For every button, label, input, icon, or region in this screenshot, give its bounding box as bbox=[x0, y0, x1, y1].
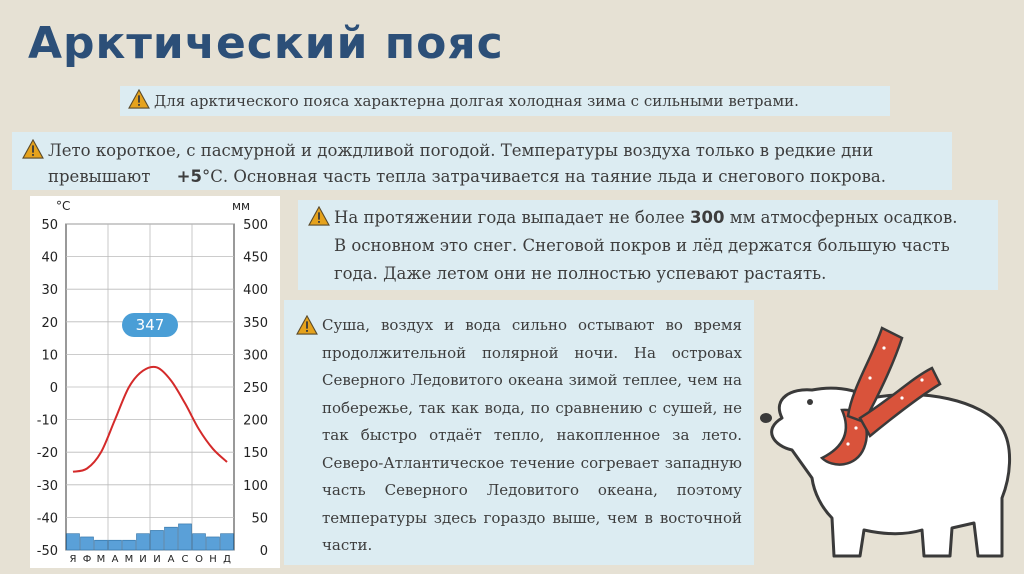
page-title: Арктический пояс bbox=[28, 18, 504, 69]
polar-bear-scarf-icon bbox=[752, 318, 1024, 574]
precip-tick-label: 350 bbox=[243, 315, 268, 331]
month-label: Д bbox=[223, 554, 231, 565]
month-label: С bbox=[181, 554, 189, 565]
info-box-summer-line2-pre: превышают bbox=[48, 167, 151, 186]
temp-tick-label: 50 bbox=[41, 218, 58, 233]
annual-total-value: 347 bbox=[135, 316, 165, 334]
month-label: О bbox=[195, 554, 203, 565]
warning-triangle-icon bbox=[308, 206, 330, 226]
warning-triangle-icon bbox=[296, 315, 318, 335]
precip-tick-label: 500 bbox=[243, 218, 268, 233]
info-box-summer bbox=[12, 132, 952, 190]
precip-tick-label: 250 bbox=[243, 381, 268, 396]
precip-bar bbox=[151, 530, 164, 550]
precip-tick-label: 50 bbox=[251, 511, 268, 527]
precip-tick-label: 200 bbox=[243, 413, 268, 429]
month-label: И bbox=[153, 554, 161, 565]
precip-line3: года. Даже летом они не полностью успевают растаять. bbox=[334, 264, 827, 283]
right-axis-unit: мм bbox=[232, 199, 251, 213]
precip-tick-label: 300 bbox=[243, 348, 268, 364]
polar-night-text: Суша, воздух и вода сильно остывают во время продолжительной полярной ночи. На островах Северного Ледовитого океана зимой теплее, чем на побережье, так как вода, по сравнению с сушей, не так быстро отдаёт тепло, накопленное за лето. Северо-Атлантическое течение согревает западную часть Северного Ледовитого океана, поэтому температуры здесь гораздо выше, чем в восточной части. bbox=[322, 316, 742, 554]
month-label: Я bbox=[69, 554, 77, 565]
precip-bar bbox=[95, 540, 108, 550]
precip-bar bbox=[179, 524, 192, 550]
warning-triangle-icon bbox=[128, 89, 150, 109]
month-label: Н bbox=[209, 554, 217, 565]
month-label: И bbox=[139, 554, 147, 565]
warning-triangle-icon bbox=[22, 139, 44, 159]
climate-chart bbox=[30, 196, 280, 568]
month-label: М bbox=[124, 554, 134, 565]
info-box-summer-line2-post: °С. Основная часть тепла затрачивается на таяние льда и снегового покрова. bbox=[201, 167, 886, 186]
precip-line1-post: мм атмосферных осадков. bbox=[729, 208, 958, 227]
temp-tick-label: 30 bbox=[41, 283, 58, 299]
month-label: М bbox=[96, 554, 106, 565]
info-box-precipitation bbox=[298, 200, 998, 290]
precip-bar bbox=[109, 540, 122, 550]
info-box-summer-line1: Лето короткое, с пасмурной и дождливой погодой. Температуры воздуха только в редкие дни bbox=[48, 141, 874, 160]
precip-line1-pre: На протяжении года выпадает не более bbox=[334, 208, 685, 227]
temp-tick-label: 0 bbox=[49, 381, 58, 396]
precip-bar bbox=[123, 540, 136, 550]
precip-tick-label: 400 bbox=[243, 283, 268, 299]
temp-tick-label: 40 bbox=[41, 250, 58, 266]
month-label: Ф bbox=[82, 554, 92, 565]
month-label: А bbox=[111, 554, 119, 565]
temp-tick-label: -50 bbox=[36, 544, 58, 559]
precip-bar bbox=[67, 534, 80, 550]
temp-tick-label: -10 bbox=[36, 413, 58, 429]
precip-line2: В основном это снег. Снеговой покров и лёд держатся большую часть bbox=[334, 236, 950, 255]
temp-tick-label: -40 bbox=[36, 511, 58, 527]
precip-bar bbox=[165, 527, 178, 550]
month-label: А bbox=[167, 554, 175, 565]
info-box-winter bbox=[120, 86, 890, 116]
temp-tick-label: -20 bbox=[36, 446, 58, 462]
precip-tick-label: 100 bbox=[243, 478, 268, 494]
temp-tick-label: 20 bbox=[41, 315, 58, 331]
precip-bar bbox=[193, 534, 206, 550]
temp-tick-label: 10 bbox=[41, 348, 58, 364]
precip-tick-label: 450 bbox=[243, 250, 268, 266]
info-box-polar-night bbox=[284, 300, 754, 565]
left-axis-unit: °С bbox=[56, 199, 71, 213]
precip-bar bbox=[81, 537, 94, 550]
temp-tick-label: -30 bbox=[36, 478, 58, 494]
info-box-winter-text: Для арктического пояса характерна долгая холодная зима с сильными ветрами. bbox=[154, 92, 799, 110]
precip-bar bbox=[207, 537, 220, 550]
precip-bar bbox=[221, 534, 234, 550]
precip-tick-label: 150 bbox=[243, 446, 268, 462]
summer-temp-value: +5 bbox=[176, 167, 202, 186]
precip-max-value: 300 bbox=[690, 208, 725, 227]
precip-tick-label: 0 bbox=[259, 544, 268, 559]
precip-bar bbox=[137, 534, 150, 550]
